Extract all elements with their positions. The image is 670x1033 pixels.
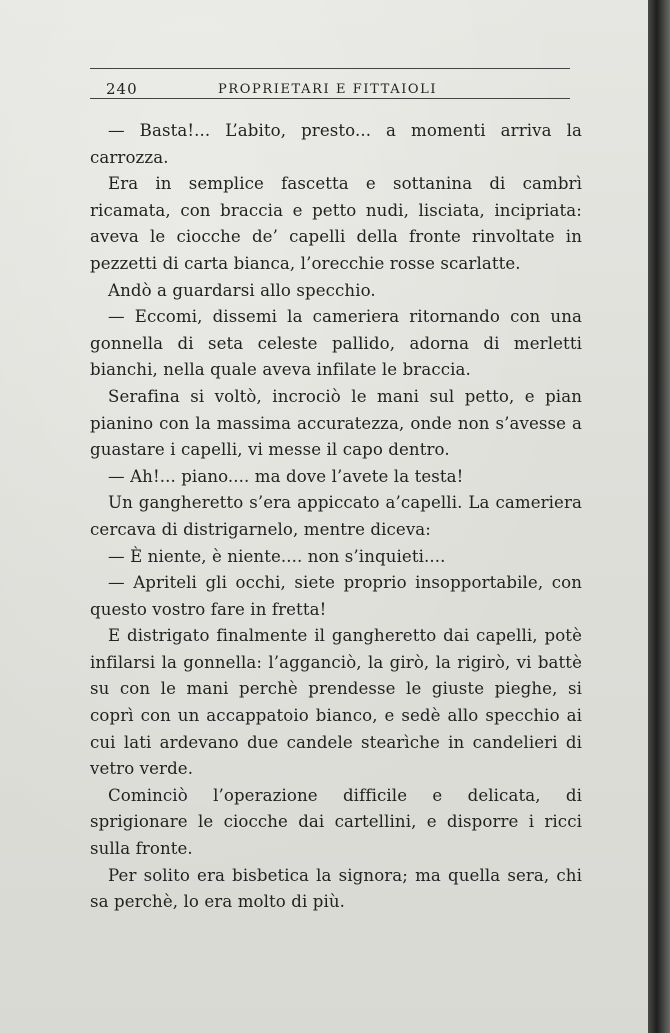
- header-rule-bottom: [90, 98, 570, 99]
- paragraph: Cominciò l’operazione difficile e delicata, di sprigionare le ciocche dai cartellini, e disporre i ricci sulla fronte.: [90, 785, 582, 859]
- paragraph: Un gangheretto s’era appiccato a’capelli. La cameriera cercava di distrigarnelo, mentre diceva:: [90, 493, 582, 539]
- book-spine-edge: [648, 0, 670, 1033]
- paragraph: Era in semplice fascetta e sottanina di cambrì ricamata, con braccia e petto nudi, lisciata, incipriata: aveva le ciocche de’ capelli della fronte rinvoltate in pezzetti di carta bianca, l’orecchie rosse scarlatte.: [90, 174, 582, 273]
- paragraph: E distrigato finalmente il gangheretto dai capelli, potè infilarsi la gonnella: l’agganciò, la girò, la rigirò, vi battè su con le mani perchè prendesse le giuste pieghe, si coprì con un accappatoio bianco, e sedè allo specchio ai cui lati ardevano due candele stearìche in candelieri di vetro verde.: [90, 626, 582, 779]
- running-header: [90, 60, 570, 100]
- header-rule-top: [90, 68, 570, 69]
- paragraph: — Basta!... L’abito, presto... a momenti arriva la carrozza.: [90, 121, 582, 167]
- body-text: [90, 118, 582, 916]
- paragraph: Serafina si voltò, incrociò le mani sul petto, e pian pianino con la massima accuratezza, onde non s’avesse a guastare i capelli, vi messe il capo dentro.: [90, 386, 582, 460]
- paragraph: — Ah!... piano.... ma dove l’avete la testa!: [108, 466, 464, 486]
- paragraph: Andò a guardarsi allo specchio.: [108, 280, 376, 300]
- paragraph: — Apriteli gli occhi, siete proprio insopportabile, con questo vostro fare in fretta!: [90, 573, 582, 619]
- running-title: PROPRIETARI E FITTAIOLI: [218, 82, 438, 97]
- paragraph: — È niente, è niente.... non s’inquieti....: [108, 546, 446, 566]
- paragraph: Per solito era bisbetica la signora; ma quella sera, chi sa perchè, lo era molto di più.: [90, 865, 582, 912]
- paragraph: — Eccomi, dissemi la cameriera ritornando con una gonnella di seta celeste pallido, adorna di merletti bianchi, nella quale aveva infilate le braccia.: [90, 307, 582, 380]
- page-number: 240: [106, 80, 138, 98]
